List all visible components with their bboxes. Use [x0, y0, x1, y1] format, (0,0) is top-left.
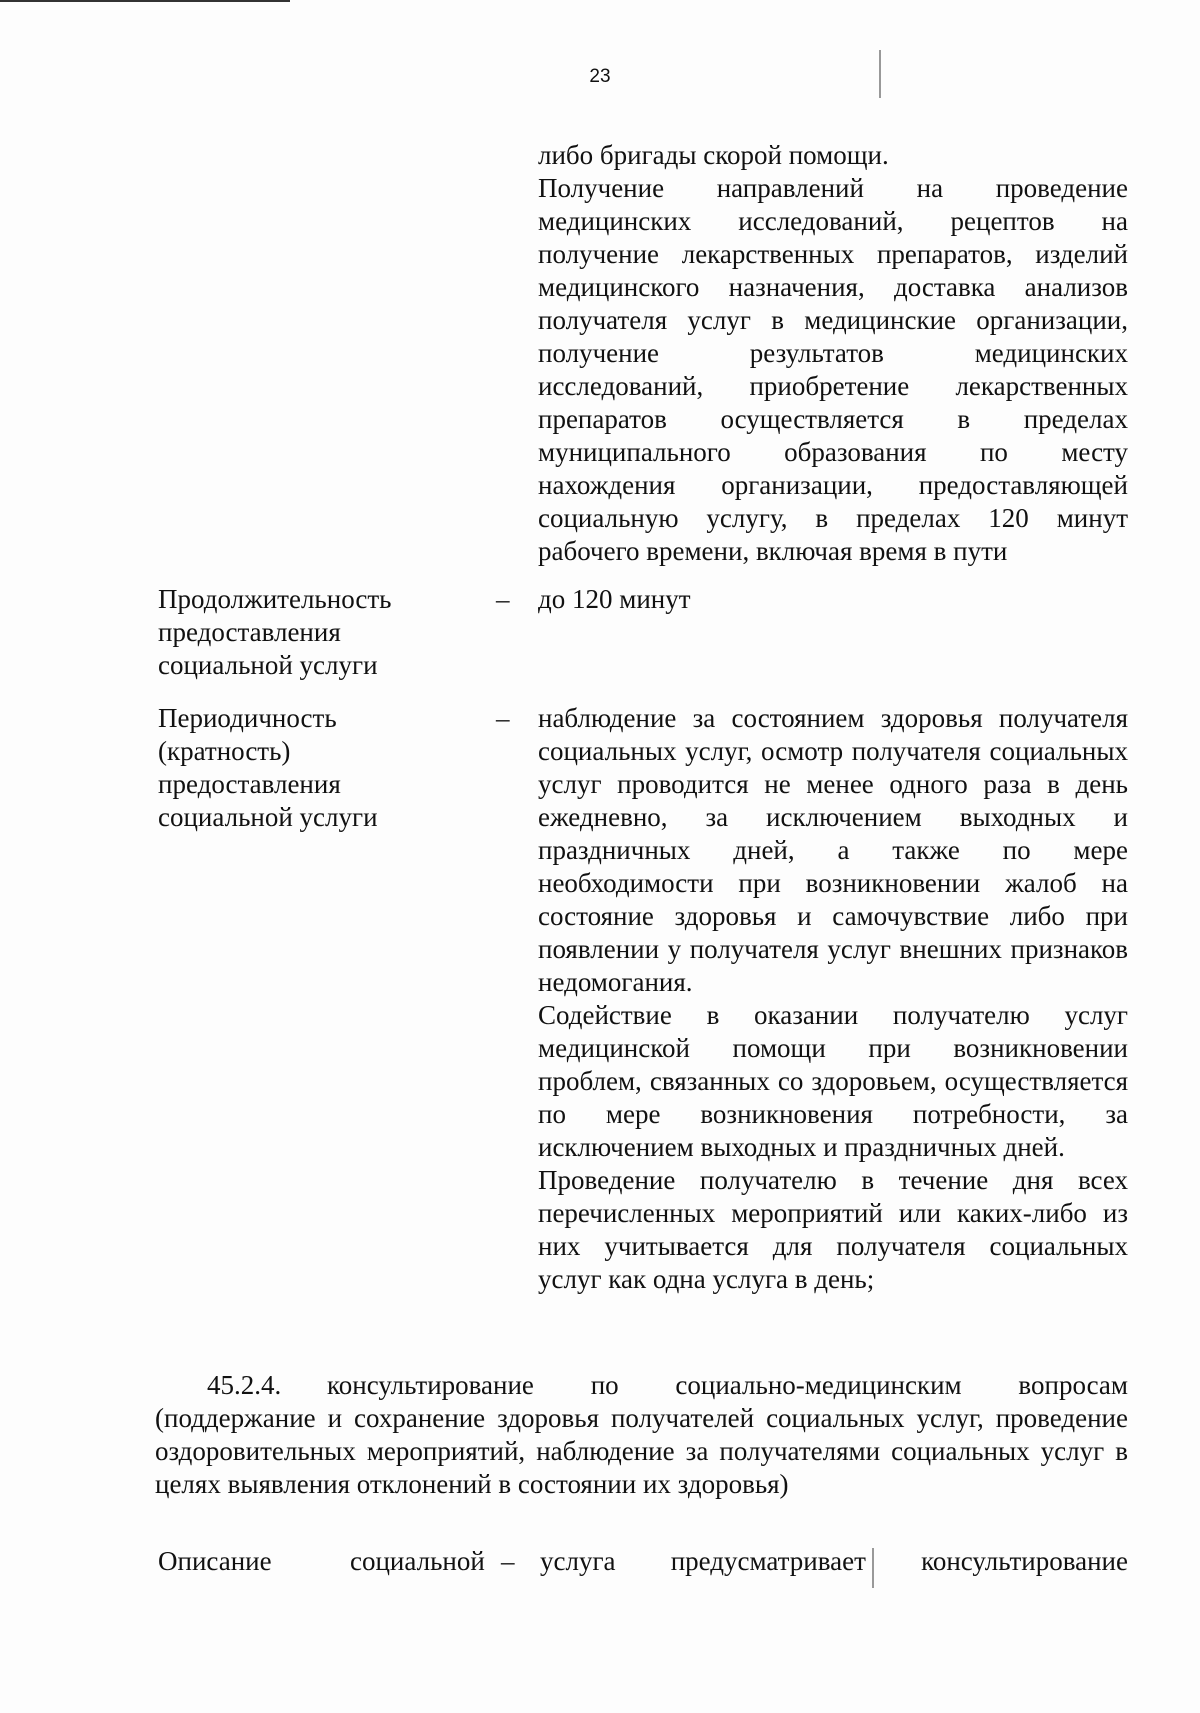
row-value [538, 583, 1128, 616]
paragraph: Проведение получателю в течение дня всех перечисленных мероприятий или каких-либо из них учитывается для получателя социальных услуг как одна услуга в день; [538, 1165, 1128, 1294]
row-label: Продолжительность предоставления социальной услуги [158, 584, 392, 680]
row-label: Описание [158, 1546, 272, 1576]
row-dash: – [496, 584, 510, 614]
section-45-2-4 [155, 1369, 1128, 1501]
row-value [538, 702, 1128, 1296]
row-dash: – [496, 703, 510, 733]
section-number: 45.2.4. [207, 1370, 282, 1400]
row-value: услуга предусматривает консультирование [540, 1546, 1128, 1576]
row-dash: – [501, 1546, 515, 1576]
paragraph: Получение направлений на проведение медицинских исследований, рецептов на получение лекарственных препаратов, изделий медицинского назначения, доставка анализов получателя услуг в медицинские организации, получение результатов медицинских исследований, приобретение лекарственных препаратов осуществляется в пределах муниципального образования по месту нахождения организации, предоставляющей социальную услугу, в пределах 120 минут рабочего времени, включая время в пути [538, 173, 1128, 566]
scan-edge-line [0, 0, 290, 2]
paragraph: либо бригады скорой помощи. [538, 140, 889, 170]
continuation-text [538, 139, 1128, 568]
page-number: 23 [589, 66, 611, 87]
row-label: Периодичность (кратность) предоставления социальной услуги [158, 703, 378, 832]
paragraph: наблюдение за состоянием здоровья получателя социальных услуг, осмотр получателя социальных услуг проводится не менее одного раза в день ежедневно, за исключением выходных и праздничных дней, а также по мере необходимости при возникновении жалоб на состояние здоровья и самочувствие либо при появлении у получателя услуг внешних признаков недомогания. [538, 703, 1128, 997]
section-text: консультирование по социально-медицинским вопросам (поддержание и сохранение здоровья получателей социальных услуг, проведение оздоровительных мероприятий, наблюдение за получателями социальных услуг в целях выявления отклонений в состоянии их здоровья) [155, 1370, 1128, 1499]
paragraph: Содействие в оказании получателю услуг медицинской помощи при возникновении проблем, связанных со здоровьем, осуществляется по мере возникновения потребности, за исключением выходных и праздничных дней. [538, 1000, 1128, 1162]
paragraph: до 120 минут [538, 584, 691, 614]
row-label-continued: социальной [350, 1546, 485, 1576]
